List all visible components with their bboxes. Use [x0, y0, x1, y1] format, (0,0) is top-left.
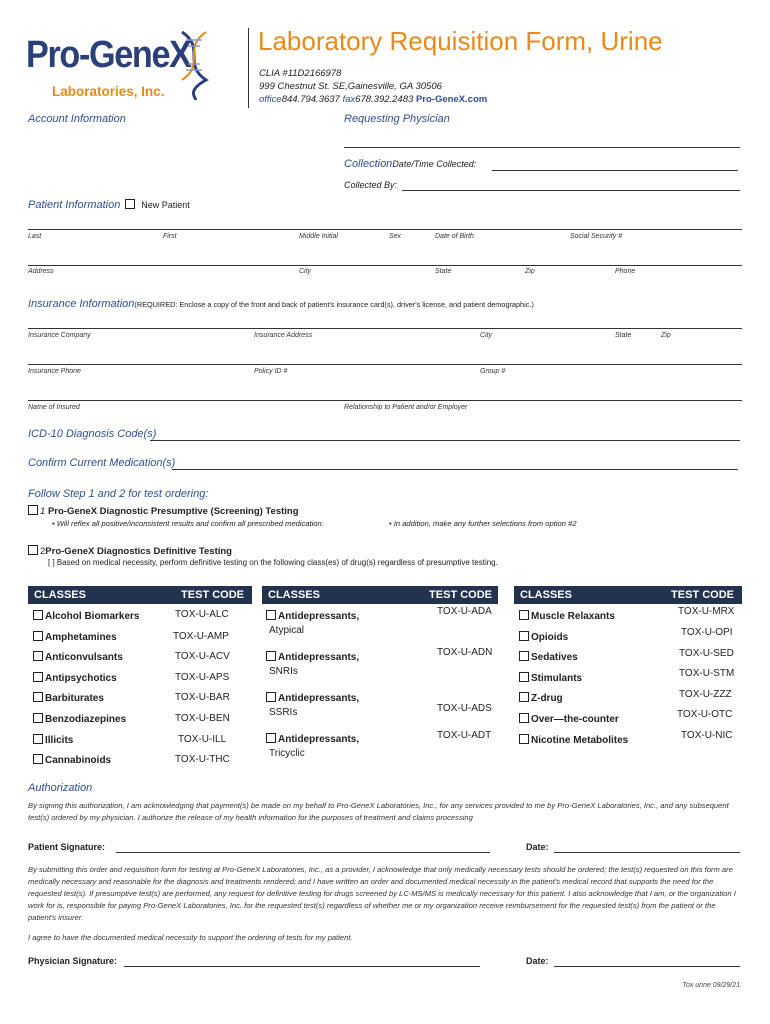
test-class[interactable] [519, 610, 615, 622]
test-class[interactable] [266, 610, 359, 622]
test-class[interactable] [519, 692, 563, 704]
test-class[interactable] [519, 713, 619, 725]
dna-icon [174, 30, 214, 100]
step1-bullet-1: • Will reflex all positive/inconsistent results and confirm all prescribed medication. [52, 519, 324, 528]
authorization-text: By signing this authorization, I am acknowledging that payment(s) be made on my behalf to Pro-GeneX Laboratories, Inc., for any services provided to me by Pro-GeneX Laboratories, Inc., and any subsequent test(s) ordered by my physician. I authorize the release of my health information for the purposes of treatment and claims processing [28, 801, 729, 822]
label-phone: Phone [615, 268, 636, 275]
step1-bullet-2: • In addition, make any further selections from option #2 [389, 519, 577, 528]
label-address: Address [28, 268, 54, 275]
label-policy-id: Policy ID # [254, 368, 288, 375]
test-class[interactable] [266, 651, 359, 663]
class-checkbox[interactable] [33, 713, 43, 723]
test-code: TOX-U-THC [175, 754, 230, 765]
patient-date-label: Date: [526, 842, 549, 852]
step1-number: 1 [40, 506, 46, 517]
class-checkbox[interactable] [33, 631, 43, 641]
insurance-line-1[interactable] [28, 328, 742, 329]
label-insurance-state: State [615, 332, 632, 339]
classes-header-1: CLASSES [34, 589, 86, 601]
header-divider [248, 28, 249, 108]
test-code: TOX-U-ADT [437, 730, 492, 741]
class-name: Cannabinoids [45, 755, 112, 766]
step2-note: [ ] Based on medical necessity, perform definitive testing on the following class(es) of drug(s) regardless of presumptive testing. [48, 558, 498, 567]
patient-line-1[interactable] [28, 229, 742, 230]
medication-label: Confirm Current Medication(s) [28, 457, 176, 469]
class-checkbox[interactable] [519, 610, 529, 620]
office-label: office [259, 94, 282, 105]
new-patient-label: New Patient [141, 200, 190, 210]
test-class[interactable] [33, 734, 73, 746]
insurance-label: Insurance Information [28, 298, 135, 310]
class-checkbox[interactable] [519, 672, 529, 682]
physician-date-line[interactable] [554, 966, 740, 967]
datetime-label: Date/Time Collected: [392, 159, 477, 169]
step1-row [28, 505, 299, 517]
test-class[interactable] [33, 610, 139, 622]
step2-checkbox[interactable] [28, 545, 38, 555]
test-code: TOX-U-ACV [175, 651, 230, 662]
test-class[interactable] [519, 672, 582, 684]
class-checkbox[interactable] [33, 692, 43, 702]
class-checkbox[interactable] [266, 610, 276, 620]
test-class[interactable] [519, 631, 568, 643]
patient-line-2[interactable] [28, 265, 742, 266]
medication-line[interactable] [172, 469, 738, 470]
account-label: Account Information [28, 113, 126, 125]
table-header-3 [514, 586, 742, 604]
label-sex: Sex [389, 233, 402, 240]
class-subtype: Atypical [269, 625, 305, 636]
logo [26, 30, 226, 110]
class-name: Antipsychotics [45, 673, 117, 684]
class-checkbox[interactable] [519, 734, 529, 744]
class-checkbox[interactable] [519, 713, 529, 723]
class-subtype: Tricyclic [269, 748, 305, 759]
test-class[interactable] [33, 651, 123, 663]
medical-necessity-text: I agree to have the documented medical necessity to support the ordering of tests for my patient. [28, 933, 353, 942]
logo-name: Pro-GeneX [26, 34, 191, 76]
new-patient-checkbox[interactable] [125, 199, 135, 209]
class-name: Antidepressants, [278, 652, 360, 663]
step1-title: Pro-GeneX Diagnostic Presumptive (Screening) Testing [47, 506, 299, 517]
class-checkbox[interactable] [519, 631, 529, 641]
class-name: Over—the-counter [531, 714, 619, 725]
patient-label: Patient Information [28, 199, 121, 211]
label-name-of-insured: Name of Insured [28, 404, 80, 411]
label-insurance-company: Insurance Company [28, 332, 91, 339]
label-state: State [435, 268, 452, 275]
class-name: Antidepressants, [278, 611, 360, 622]
test-code: TOX-U-BAR [175, 692, 230, 703]
physician-signature-label: Physician Signature: [28, 956, 118, 966]
test-class[interactable] [33, 754, 111, 766]
collection-row [344, 158, 476, 170]
insurance-line-3[interactable] [28, 400, 742, 401]
code-header-2: TEST CODE [429, 589, 492, 601]
class-name: Anticonvulsants [45, 652, 123, 663]
label-zip: Zip [525, 268, 535, 275]
class-checkbox[interactable] [519, 651, 529, 661]
class-checkbox[interactable] [266, 733, 276, 743]
test-code: TOX-U-MRX [678, 606, 735, 617]
label-insurance-zip: Zip [661, 332, 671, 339]
classes-header-3: CLASSES [520, 589, 572, 601]
fax-number: 678.392.2483 [355, 94, 414, 105]
class-subtype: SNRIs [269, 666, 298, 677]
form-version: Tox urine 09/29/21. [682, 982, 742, 989]
icd-label: ICD-10 Diagnosis Code(s) [28, 428, 157, 440]
collection-label: Collection [344, 158, 393, 170]
class-checkbox[interactable] [33, 754, 43, 764]
test-code: TOX-U-NIC [681, 730, 733, 741]
physician-label: Requesting Physician [344, 113, 450, 125]
label-group: Group # [480, 368, 506, 375]
class-checkbox[interactable] [33, 734, 43, 744]
test-class[interactable] [33, 672, 117, 684]
contact-line [259, 94, 487, 105]
label-insurance-city: City [480, 332, 493, 339]
class-checkbox[interactable] [33, 610, 43, 620]
step1-checkbox[interactable] [28, 505, 38, 515]
test-code: TOX-U-OPI [681, 627, 733, 638]
fax-label: fax [342, 94, 356, 105]
class-name: Illicits [45, 735, 74, 746]
label-dob: Date of Birth [435, 233, 474, 240]
test-code: TOX-U-ALC [175, 609, 229, 620]
test-class[interactable] [266, 692, 359, 704]
lab-address: 999 Chestnut St. SE,Gainesville, GA 30506 [259, 81, 442, 92]
insurance-header [28, 294, 534, 312]
code-header-1: TEST CODE [181, 589, 244, 601]
patient-signature-line[interactable] [116, 852, 490, 853]
steps-label: Follow Step 1 and 2 for test ordering: [28, 488, 209, 500]
patient-date-line[interactable] [554, 852, 740, 853]
class-name: Z-drug [531, 693, 563, 704]
test-class[interactable] [519, 734, 628, 746]
class-name: Amphetamines [45, 632, 117, 643]
provider-acknowledgement: By submitting this order and requisition form for testing at Pro-GeneX Laboratories, Inc., as a provider, I acknowledge that only medically necessary tests should be ordered; the test(s) requested on this form are medically necessary and reasonable for the diagnosis and treatments rendered; and I have written an order and documented medical necessity in the patient's medical record that supports the need for the requested test(s). If presumptive test(s) are performed, any request for definitive testing for drugs screened by LC-MS/MS is medically necessary for this patient. I also acknowledge that I am, or the organization I work for is, responsible for paying Pro-GeneX Laboratories, Inc. for the requested test(s) regardless of whether me or my organization receive reimbursement for the requested test(s) from the patient or the patient's insurer. [28, 865, 736, 922]
label-first: First [163, 233, 177, 240]
datetime-line[interactable] [492, 170, 738, 171]
test-class[interactable] [33, 692, 104, 704]
icd-line[interactable] [150, 440, 740, 441]
label-middle-initial: Middle Initial [299, 233, 338, 240]
test-code: TOX-U-STM [679, 668, 735, 679]
class-name: Antidepressants, [278, 734, 360, 745]
class-name: Opioids [531, 632, 569, 643]
patient-signature-label: Patient Signature: [28, 842, 106, 852]
step2-row [28, 545, 232, 557]
class-name: Antidepressants, [278, 693, 360, 704]
label-insurance-address: Insurance Address [254, 332, 313, 339]
test-code: TOX-U-ADS [437, 703, 492, 714]
table-header-1 [28, 586, 252, 604]
insurance-line-2[interactable] [28, 364, 742, 365]
test-code: TOX-U-APS [175, 672, 230, 683]
test-class[interactable] [519, 651, 578, 663]
class-checkbox[interactable] [266, 651, 276, 661]
office-number: 844.794.3637 [281, 94, 340, 105]
website-link[interactable]: Pro-GeneX.com [415, 94, 488, 105]
class-name: Alcohol Biomarkers [45, 611, 140, 622]
collected-by-label: Collected By: [344, 180, 398, 190]
class-subtype: SSRIs [269, 707, 298, 718]
test-class[interactable] [33, 713, 126, 725]
label-ssn: Social Security # [570, 233, 623, 240]
test-code: TOX-U-ILL [178, 734, 227, 745]
clia-number: CLIA #11D2166978 [259, 68, 342, 79]
class-name: Muscle Relaxants [531, 611, 615, 622]
label-insurance-phone: Insurance Phone [28, 368, 81, 375]
physician-date-label: Date: [526, 956, 549, 966]
class-name: Nicotine Metabolites [531, 735, 629, 746]
class-name: Benzodiazepines [45, 714, 127, 725]
class-name: Stimulants [531, 673, 583, 684]
class-checkbox[interactable] [266, 692, 276, 702]
test-code: TOX-U-ADN [437, 647, 493, 658]
form-title: Laboratory Requisition Form, Urine [258, 26, 663, 56]
class-checkbox[interactable] [519, 692, 529, 702]
test-class[interactable] [33, 631, 117, 643]
label-city: City [299, 268, 312, 275]
table-header-2 [262, 586, 498, 604]
class-name: Barbiturates [45, 693, 104, 704]
test-code: TOX-U-BEN [175, 713, 230, 724]
step2-number: 2 [40, 546, 46, 557]
patient-header [28, 195, 190, 213]
authorization-label: Authorization [28, 782, 93, 794]
test-class[interactable] [266, 733, 359, 745]
insurance-note: (REQUIRED: Enclose a copy of the front and back of patient's insurance card(s), driver's license, and patient demographic.) [134, 300, 534, 309]
test-code: TOX-U-ADA [437, 606, 492, 617]
collected-by-line[interactable] [402, 190, 740, 191]
test-code: TOX-U-OTC [677, 709, 733, 720]
class-checkbox[interactable] [33, 672, 43, 682]
label-relationship: Relationship to Patient and/or Employer [344, 404, 468, 411]
code-header-3: TEST CODE [671, 589, 734, 601]
test-code: TOX-U-SED [679, 648, 734, 659]
class-checkbox[interactable] [33, 651, 43, 661]
test-code: TOX-U-ZZZ [679, 689, 732, 700]
classes-header-2: CLASSES [268, 589, 320, 601]
test-code: TOX-U-AMP [173, 631, 229, 642]
step2-title: Pro-GeneX Diagnostics Definitive Testing [45, 546, 232, 557]
physician-signature-line[interactable] [124, 966, 480, 967]
class-name: Sedatives [531, 652, 578, 663]
physician-line[interactable] [344, 147, 740, 148]
label-last: Last [28, 233, 42, 240]
logo-sub: Laboratories, Inc. [52, 84, 165, 99]
